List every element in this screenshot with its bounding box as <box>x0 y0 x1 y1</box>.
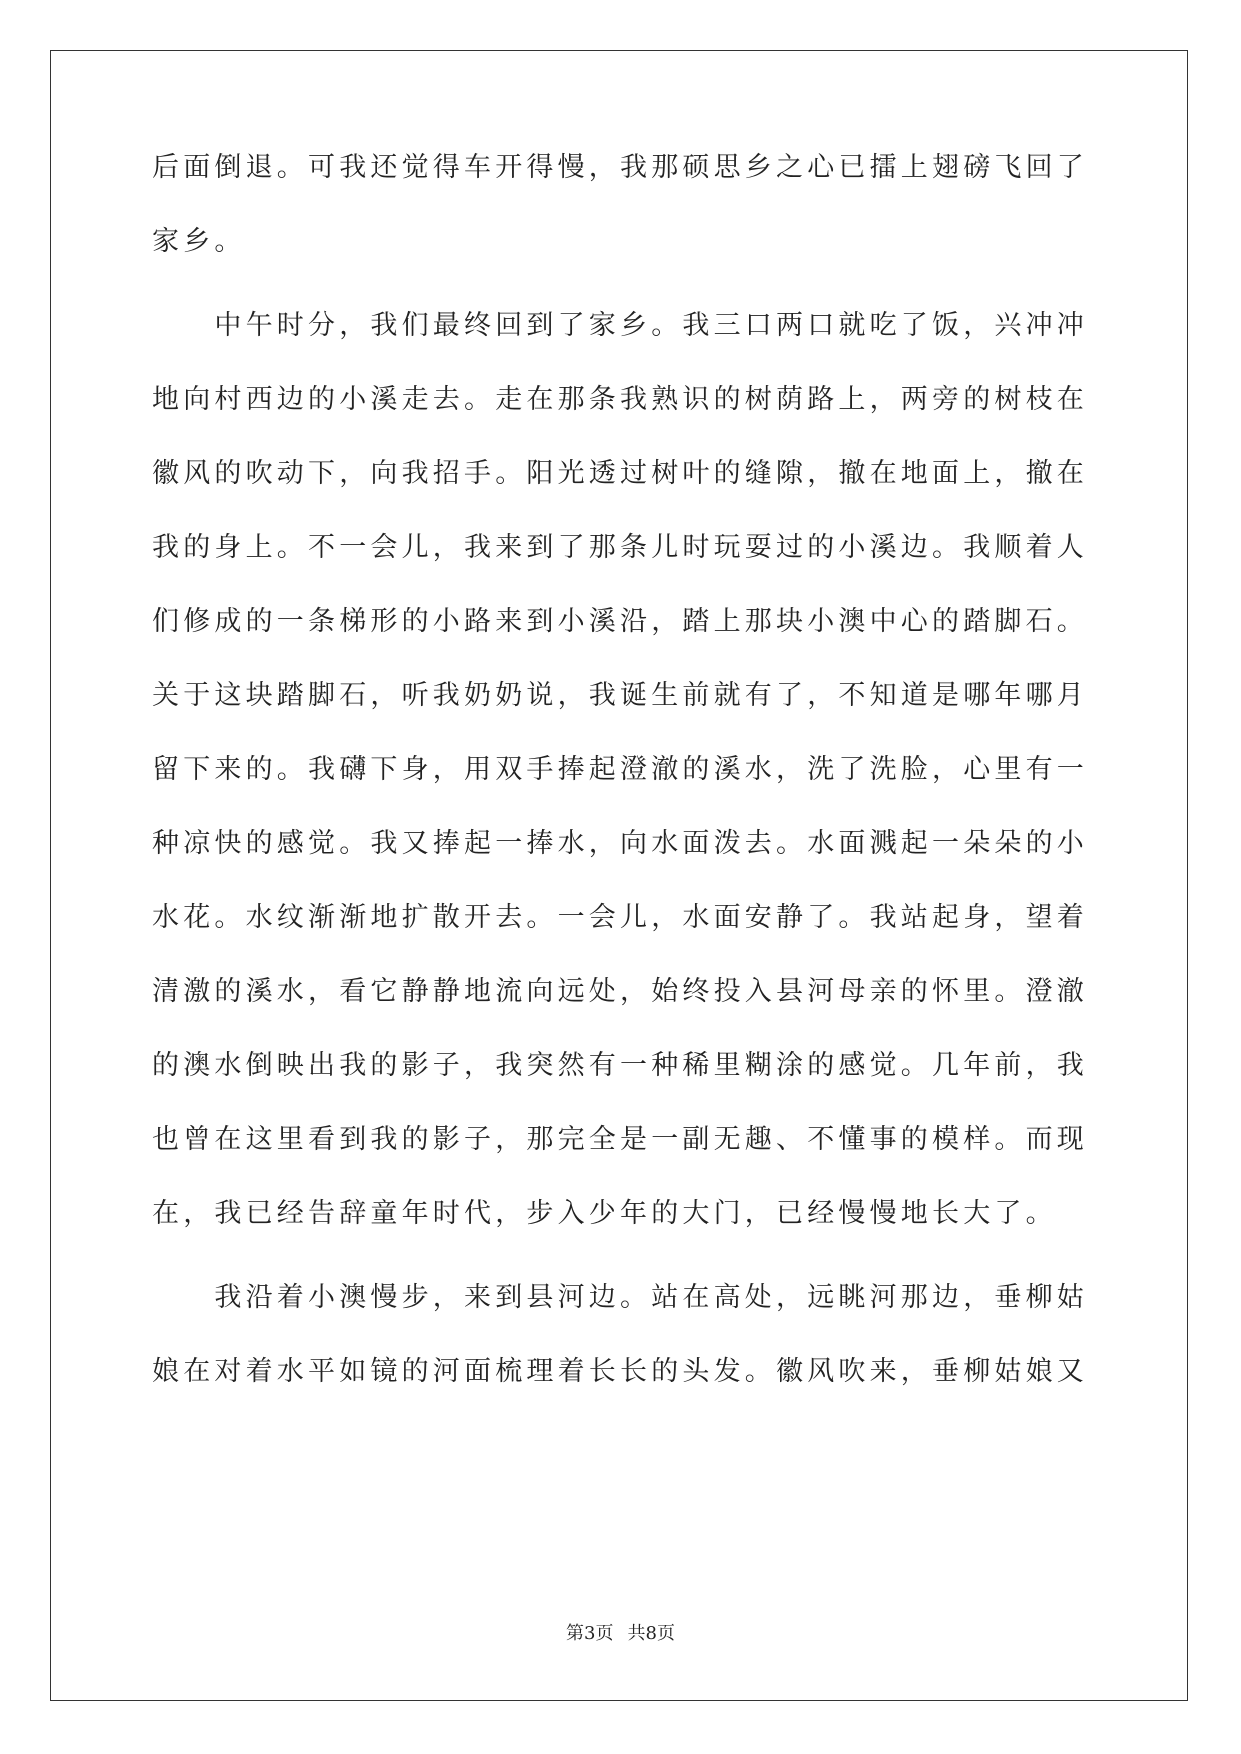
text-line: 也曾在这里看到我的影子，那完全是一副无趣、不懂事的模样。而现 <box>152 1124 1088 1155</box>
text-line: 我的身上。不一会儿，我来到了那条儿时玩耍过的小溪边。我顺着人 <box>152 532 1088 563</box>
text-line: 地向村西边的小溪走去。走在那条我熟识的树荫路上，两旁的树枝在 <box>152 384 1088 415</box>
text-line: 家乡。 <box>152 226 246 257</box>
page-footer <box>0 1622 1241 1646</box>
text-line: 留下来的。我礴下身，用双手捧起澄澈的溪水，洗了洗脸，心里有一 <box>152 754 1088 785</box>
paragraph-start-line: 我沿着小澳慢步，来到县河边。站在高处，远眺河那边，垂柳姑 <box>152 1282 1088 1313</box>
text-line: 们修成的一条梯形的小路来到小溪沿，踏上那块小澳中心的踏脚石。 <box>152 606 1088 637</box>
page-total: 共8页 <box>627 1623 675 1644</box>
paragraph-start-line: 中午时分，我们最终回到了家乡。我三口两口就吃了饭，兴冲冲 <box>152 310 1088 341</box>
text-line: 种凉快的感觉。我又捧起一捧水，向水面泼去。水面溅起一朵朵的小 <box>152 828 1088 859</box>
text-line: 的澳水倒映出我的影子，我突然有一种稀里糊涂的感觉。几年前，我 <box>152 1050 1088 1081</box>
text-line: 清激的溪水，看它静静地流向远处，始终投入县河母亲的怀里。澄澈 <box>152 976 1088 1007</box>
text-line: 徽风的吹动下，向我招手。阳光透过树叶的缝隙，撤在地面上，撤在 <box>152 458 1088 489</box>
page-border <box>50 50 1188 1701</box>
page-number: 第3页 <box>566 1623 614 1644</box>
text-line: 娘在对着水平如镜的河面梳理着长长的头发。徽风吹来，垂柳姑娘又 <box>152 1356 1088 1387</box>
text-line: 后面倒退。可我还觉得车开得慢，我那硕思乡之心已擂上翅磅飞回了 <box>152 152 1088 183</box>
text-line: 关于这块踏脚石，听我奶奶说，我诞生前就有了，不知道是哪年哪月 <box>152 680 1088 711</box>
text-line: 在，我已经告辞童年时代，步入少年的大门，已经慢慢地长大了。 <box>152 1198 1057 1229</box>
text-line: 水花。水纹渐渐地扩散开去。一会儿，水面安静了。我站起身，望着 <box>152 902 1088 933</box>
